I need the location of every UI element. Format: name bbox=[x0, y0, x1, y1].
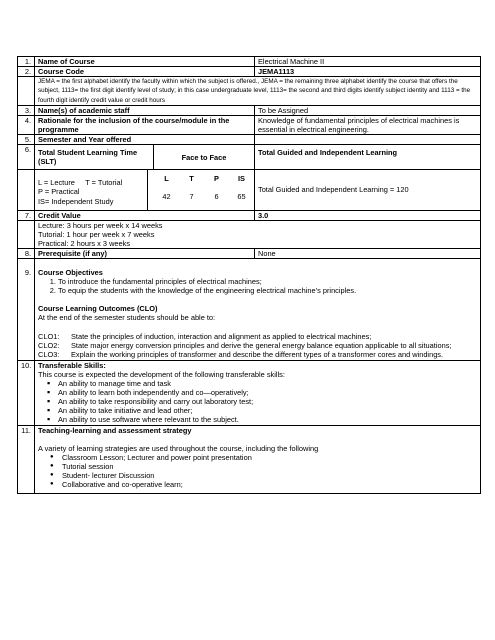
skill-item: ▪ An ability to use software where relevant to the subject. bbox=[58, 415, 477, 424]
strategy-heading: Teaching-learning and assessment strategy bbox=[38, 425, 192, 435]
row-slt-header bbox=[18, 145, 481, 170]
skill-item: ▪ An ability to learn both independently and co—operatively; bbox=[58, 388, 477, 397]
row-label: Name(s) of academic staff bbox=[38, 105, 130, 115]
slt-col-t: T bbox=[189, 174, 194, 184]
guided-value: Total Guided and Independent Learning = 120 bbox=[255, 170, 481, 210]
clo-text: State the principles of induction, interaction and alignment as applied to electrical machines; bbox=[71, 331, 372, 341]
row-credit-value bbox=[18, 210, 481, 220]
guided-header: Total Guided and Independent Learning bbox=[258, 148, 398, 158]
row-course-code-note bbox=[18, 77, 481, 106]
clo-text: State major energy conversion principles and derive the general energy balance equation applicable to all situations; bbox=[71, 340, 452, 350]
strategy-list bbox=[38, 453, 477, 489]
course-document bbox=[17, 56, 480, 494]
slt-val-t: 7 bbox=[189, 192, 194, 202]
row-value bbox=[255, 135, 481, 145]
credit-practical: Practical: 2 hours x 3 weeks bbox=[38, 238, 131, 248]
row-prerequisite bbox=[18, 249, 481, 259]
strategy-item: ● Collaborative and co-operative learn; bbox=[62, 480, 477, 489]
legend-tutorial: T = Tutorial bbox=[85, 178, 123, 188]
row-label: Credit Value bbox=[38, 210, 81, 220]
row-number: 11. bbox=[18, 425, 35, 494]
row-academic-staff bbox=[18, 105, 481, 115]
face-to-face-label: Face to Face bbox=[181, 152, 227, 162]
credit-lecture: Lecture: 3 hours per week x 14 weeks bbox=[38, 220, 163, 230]
slt-val-p: 6 bbox=[214, 192, 219, 202]
slt-col-l: L bbox=[164, 174, 169, 184]
row-label: Course Code bbox=[38, 67, 84, 77]
legend-practical: P = Practical bbox=[38, 187, 80, 197]
skills-list bbox=[38, 379, 477, 424]
row-number: 1. bbox=[18, 57, 35, 67]
row-teaching-strategy bbox=[18, 425, 481, 494]
legend-independent: IS= Independent Study bbox=[38, 196, 114, 206]
objective-item: 1. To introduce the fundamental principles of electrical machines; bbox=[58, 277, 477, 286]
row-number: 3. bbox=[18, 105, 35, 115]
slt-col-is: IS bbox=[238, 174, 245, 184]
row-number: 8. bbox=[18, 249, 35, 259]
objectives-heading: Course Objectives bbox=[38, 268, 103, 278]
clo-label: CLO2: bbox=[38, 340, 60, 350]
row-number: 7. bbox=[18, 210, 35, 220]
skill-item: ▪ An ability to take initiative and lead other; bbox=[58, 406, 477, 415]
slt-label: Total Student Learning Time (SLT) bbox=[38, 148, 138, 167]
strategy-item: ● Student- lecturer Discussion bbox=[62, 471, 477, 480]
clo-item bbox=[38, 350, 477, 359]
row-number: 6. bbox=[18, 145, 35, 170]
legend-lecture: L = Lecture bbox=[38, 178, 75, 188]
row-value: Electrical Machine II bbox=[255, 57, 481, 67]
skill-item: ▪ An ability to take responsibility and carry out laboratory test; bbox=[58, 397, 477, 406]
row-label: Semester and Year offered bbox=[38, 135, 132, 145]
clo-label: CLO3: bbox=[38, 349, 60, 359]
clo-label: CLO1: bbox=[38, 331, 60, 341]
objective-item: 2. To equip the students with the knowledge of the engineering electrical machine’s principles. bbox=[58, 286, 477, 295]
row-value: 3.0 bbox=[258, 210, 269, 220]
row-rationale bbox=[18, 115, 481, 134]
slt-val-is: 65 bbox=[237, 192, 246, 202]
slt-col-p: P bbox=[214, 174, 219, 184]
strategy-item: ● Tutorial session bbox=[62, 462, 477, 471]
row-number: 2. bbox=[18, 67, 35, 77]
row-label: Name of Course bbox=[38, 57, 95, 66]
clo-item bbox=[38, 332, 477, 341]
course-table bbox=[17, 56, 481, 494]
row-course-name bbox=[18, 57, 481, 67]
slt-val-l: 42 bbox=[162, 192, 171, 202]
row-value: To be Assigned bbox=[255, 105, 481, 115]
row-number: 9. bbox=[18, 259, 35, 361]
strategy-intro: A variety of learning strategies are used throughout the course, including the following bbox=[38, 443, 319, 453]
credit-tutorial: Tutorial: 1 hour per week x 7 weeks bbox=[38, 229, 155, 239]
slt-grid bbox=[154, 174, 254, 201]
row-label: Prerequisite (if any) bbox=[38, 249, 107, 259]
clo-intro: At the end of the semester students should be able to: bbox=[38, 313, 216, 323]
row-value: Knowledge of fundamental principles of electrical machines is essential in electrical engineering. bbox=[255, 115, 481, 134]
row-semester bbox=[18, 135, 481, 145]
row-number: 4. bbox=[18, 115, 35, 134]
clo-item bbox=[38, 341, 477, 350]
strategy-item: ● Classroom Lesson; Lecturer and power point presentation bbox=[62, 453, 477, 462]
row-number: 5. bbox=[18, 135, 35, 145]
row-credit-breakdown bbox=[18, 220, 481, 248]
skills-heading: Transferable Skills: bbox=[38, 360, 106, 370]
row-value: None bbox=[255, 249, 481, 259]
row-transferable-skills bbox=[18, 360, 481, 425]
objectives-list bbox=[38, 277, 477, 295]
row-value: JEMA1113 bbox=[258, 67, 295, 77]
row-slt-values bbox=[18, 170, 481, 210]
skills-intro: This course is expected the development of the following transferable skills: bbox=[38, 369, 285, 379]
row-course-code bbox=[18, 67, 481, 77]
clo-heading: Course Learning Outcomes (CLO) bbox=[38, 304, 158, 314]
skill-item: ▪ An ability to manage time and task bbox=[58, 379, 477, 388]
row-objectives bbox=[18, 259, 481, 361]
row-number: 10. bbox=[18, 360, 35, 425]
course-code-note: JEMA = the first alphabet identify the faculty within which the subject is offered., JEMA = the remaining three alphabet identify the course that offers the subject, 1113= the first digit identify level of study; in this case undergraduate level, 1113= the second and third digits identify subject identity and 1113 = the fourth digit identify credit value or credit hours bbox=[35, 77, 481, 106]
row-label: Rationale for the inclusion of the course/module in the programme bbox=[38, 115, 230, 134]
clo-text: Explain the working principles of transformer and describe the different types of a transformer cores and windings. bbox=[71, 349, 444, 359]
